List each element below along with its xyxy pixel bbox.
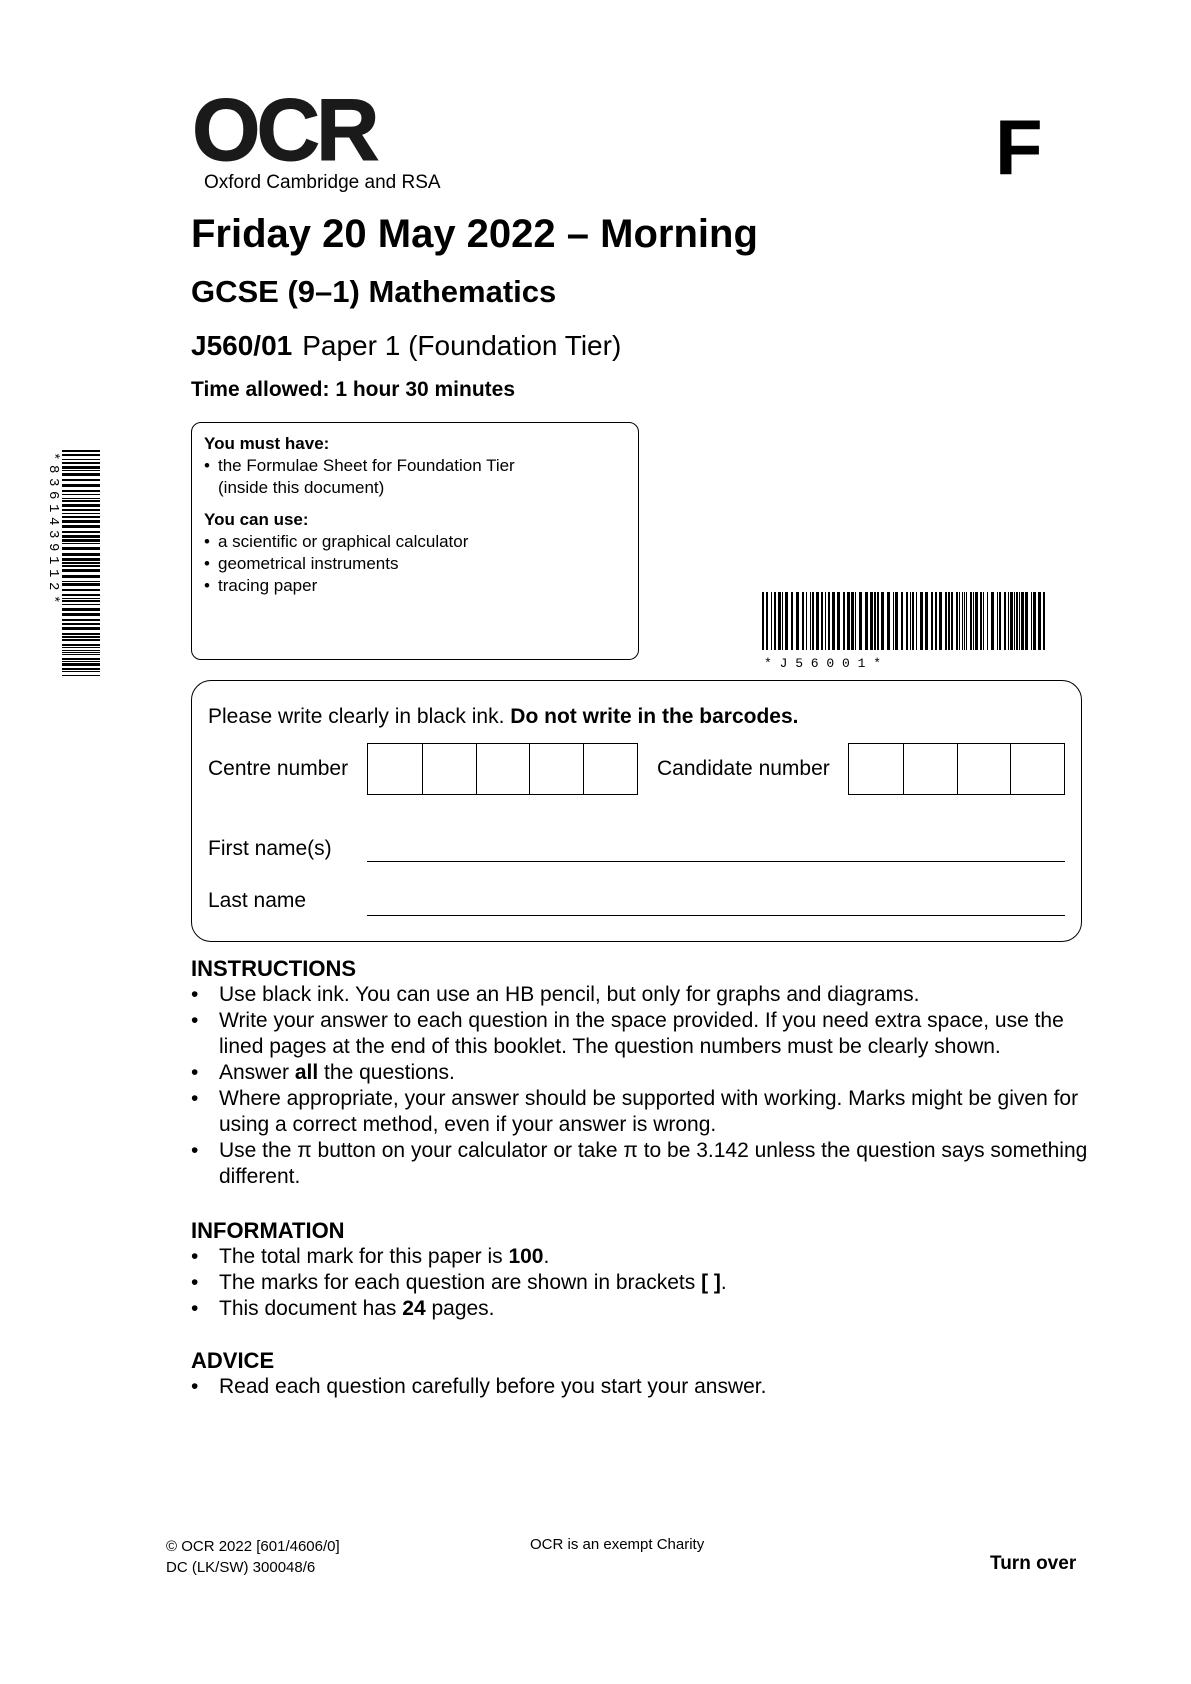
side-barcode-text: *8361439112* (45, 452, 61, 609)
digit-box[interactable] (583, 744, 637, 794)
candidate-details-box (191, 680, 1082, 942)
side-barcode (40, 448, 100, 680)
list-item: • Write your answer to each question in the space provided. If you need extra space, use the lined pages at the end of this booklet. The question numbers must be clearly shown. (191, 1008, 1091, 1060)
list-item: • a scientific or graphical calculator (204, 531, 626, 553)
must-have-list (204, 455, 626, 477)
paper-name: Paper 1 (Foundation Tier) (302, 330, 622, 361)
instructions-list (191, 982, 1091, 1190)
must-have-note: (inside this document) (218, 478, 385, 497)
list-item: • Answer all the questions. (191, 1060, 1091, 1086)
tier-letter: F (995, 103, 1043, 191)
instructions-heading: INSTRUCTIONS (191, 956, 356, 981)
document-barcode-graphic (760, 592, 1048, 670)
information-section (191, 1218, 1091, 1322)
centre-number-field[interactable] (367, 743, 638, 795)
advice-list (191, 1374, 1091, 1400)
list-item: • the Formulae Sheet for Foundation Tier (204, 455, 626, 477)
paper-title (191, 330, 621, 362)
digit-box[interactable] (368, 744, 422, 794)
document-barcode-text: * J 5 6 0 0 1 * (764, 656, 882, 670)
centre-number-label: Centre number (208, 757, 349, 780)
first-name-label: First name(s) (208, 837, 332, 860)
turn-over-label: Turn over (990, 1553, 1077, 1574)
digit-box[interactable] (1010, 744, 1064, 794)
equipment-box (191, 422, 639, 660)
list-item: • geometrical instruments (204, 553, 626, 575)
digit-box[interactable] (529, 744, 583, 794)
list-item: • Use the π button on your calculator or take π to be 3.142 unless the question says something different. (191, 1138, 1091, 1190)
digit-box[interactable] (422, 744, 476, 794)
last-name-line[interactable] (367, 915, 1065, 916)
first-name-line[interactable] (367, 861, 1065, 862)
side-barcode-graphic (40, 448, 100, 680)
digit-box[interactable] (957, 744, 1011, 794)
must-have-heading: You must have: (204, 434, 330, 453)
last-name-label: Last name (208, 889, 307, 912)
digit-box[interactable] (903, 744, 957, 794)
list-item: • This document has 24 pages. (191, 1296, 1091, 1322)
ocr-logo-wordmark (192, 92, 452, 172)
instructions-section (191, 956, 1091, 1190)
ink-instruction-text: Please write clearly in black ink. (208, 705, 511, 728)
subject-title: GCSE (9–1) Mathematics (191, 274, 557, 309)
information-list (191, 1244, 1091, 1322)
logo-text: OCR (192, 92, 376, 172)
list-item: • Read each question carefully before you start your answer. (191, 1374, 1091, 1400)
list-item: • Use black ink. You can use an HB pencil, but only for graphs and diagrams. (191, 982, 1091, 1008)
list-item: • The total mark for this paper is 100. (191, 1244, 1091, 1270)
list-item: • tracing paper (204, 575, 626, 597)
advice-heading: ADVICE (191, 1348, 275, 1373)
list-item: • The marks for each question are shown in brackets [ ]. (191, 1270, 1091, 1296)
candidate-number-label: Candidate number (657, 757, 830, 780)
can-use-list (204, 531, 626, 597)
ink-instruction-bold: Do not write in the barcodes. (510, 705, 799, 728)
logo-tagline: Oxford Cambridge and RSA (204, 172, 441, 193)
digit-box[interactable] (476, 744, 530, 794)
can-use-heading: You can use: (204, 510, 309, 529)
copyright-text: © OCR 2022 [601/4606/0] (166, 1538, 340, 1555)
ocr-logo (192, 92, 452, 202)
footer-left (166, 1536, 340, 1578)
paper-code: J560/01 (191, 330, 293, 361)
ink-instruction (208, 705, 799, 729)
information-heading: INFORMATION (191, 1218, 345, 1243)
dc-code: DC (LK/SW) 300048/6 (166, 1559, 316, 1576)
document-barcode (760, 592, 1048, 670)
advice-section (191, 1348, 1091, 1400)
exam-date: Friday 20 May 2022 – Morning (191, 212, 758, 256)
digit-box[interactable] (849, 744, 903, 794)
list-item: • Where appropriate, your answer should be supported with working. Marks might be given for using a correct method, even if your answer is wrong. (191, 1086, 1091, 1138)
charity-text: OCR is an exempt Charity (530, 1536, 705, 1553)
time-allowed: Time allowed: 1 hour 30 minutes (191, 378, 516, 401)
candidate-number-field[interactable] (848, 743, 1065, 795)
